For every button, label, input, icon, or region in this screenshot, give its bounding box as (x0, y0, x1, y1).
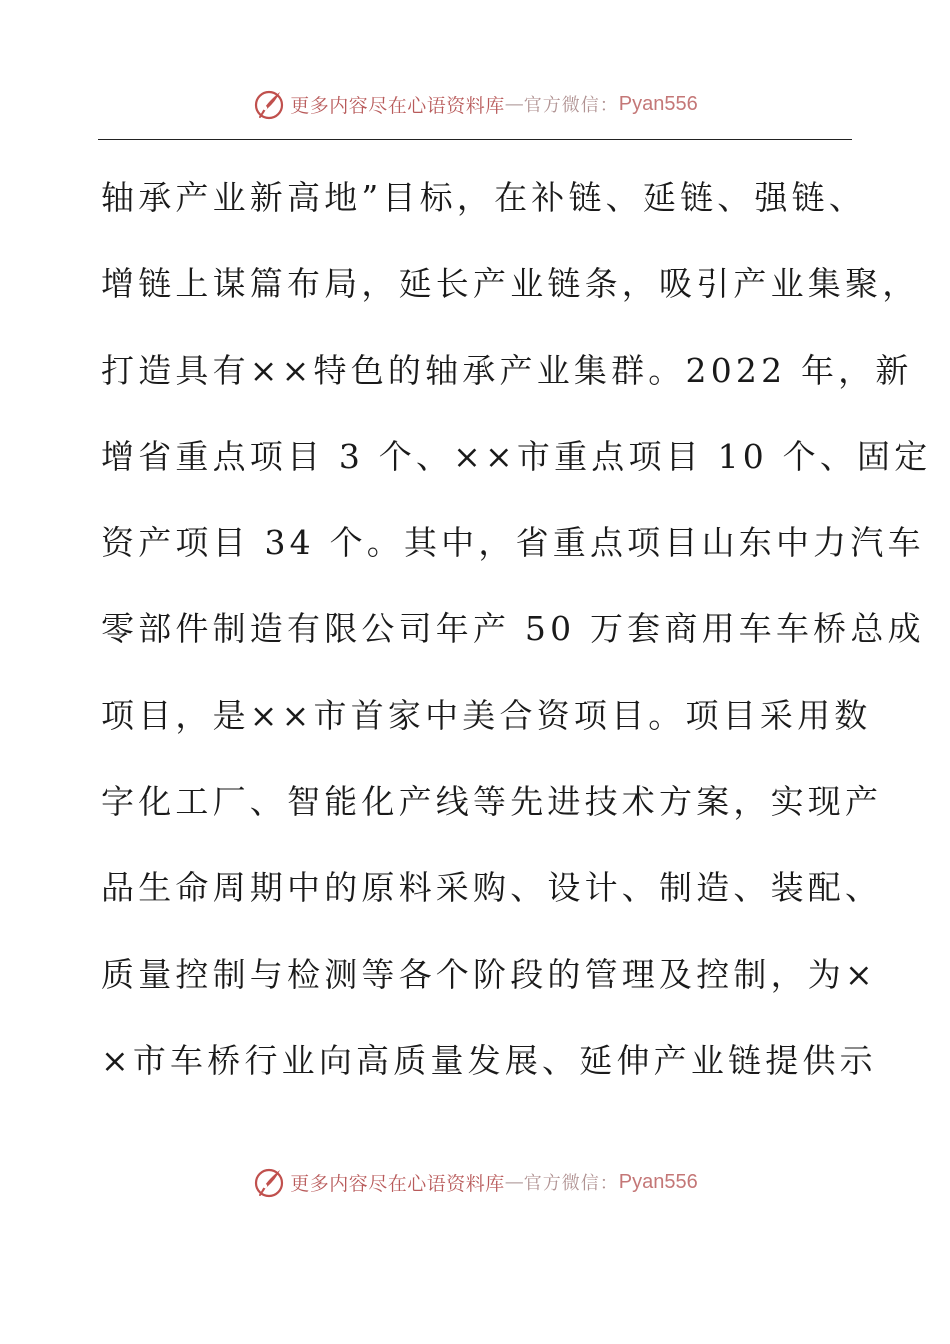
header-banner (0, 84, 950, 124)
wechat-id: Pyan556 (618, 92, 698, 115)
header-divider (98, 139, 852, 140)
text-line: 轴承产业新高地”目标，在补链、延链、强链、 (101, 178, 867, 217)
text-line: 资产项目 34 个。其中，省重点项目山东中力汽车 (101, 523, 925, 563)
separator: — (504, 93, 524, 115)
text-line: 零部件制造有限公司年产 50 万套商用车车桥总成 (101, 609, 925, 649)
footer-banner (0, 1162, 950, 1202)
brand-text: 更多内容尽在心语资料库 (290, 94, 505, 117)
text-line: ×市车桥行业向高质量发展、延伸产业链提供示 (101, 1040, 877, 1080)
wechat-label: 官方微信： (523, 1173, 619, 1194)
wechat-label: 官方微信： (523, 95, 619, 116)
quill-pen-logo-icon (252, 87, 286, 121)
text-line: 品生命周期中的原料采购、设计、制造、装配、 (101, 868, 883, 908)
text-line: 字化工厂、智能化产线等先进技术方案，实现产 (101, 782, 883, 822)
separator: — (504, 1171, 524, 1193)
text-line: 增链上谋篇布局，延长产业链条，吸引产业集聚， (101, 264, 920, 304)
quill-pen-logo-icon (252, 1165, 286, 1199)
text-line: 增省重点项目 3 个、××市重点项目 10 个、固定 (101, 436, 932, 476)
text-line: 打造具有××特色的轴承产业集群。2022 年，新 (101, 350, 913, 390)
body-paragraph (101, 155, 932, 1104)
brand-text: 更多内容尽在心语资料库 (290, 1172, 505, 1195)
text-line: 质量控制与检测等各个阶段的管理及控制，为× (101, 954, 877, 994)
wechat-id: Pyan556 (618, 1170, 698, 1193)
text-line: 项目，是××市首家中美合资项目。项目采用数 (101, 695, 872, 735)
